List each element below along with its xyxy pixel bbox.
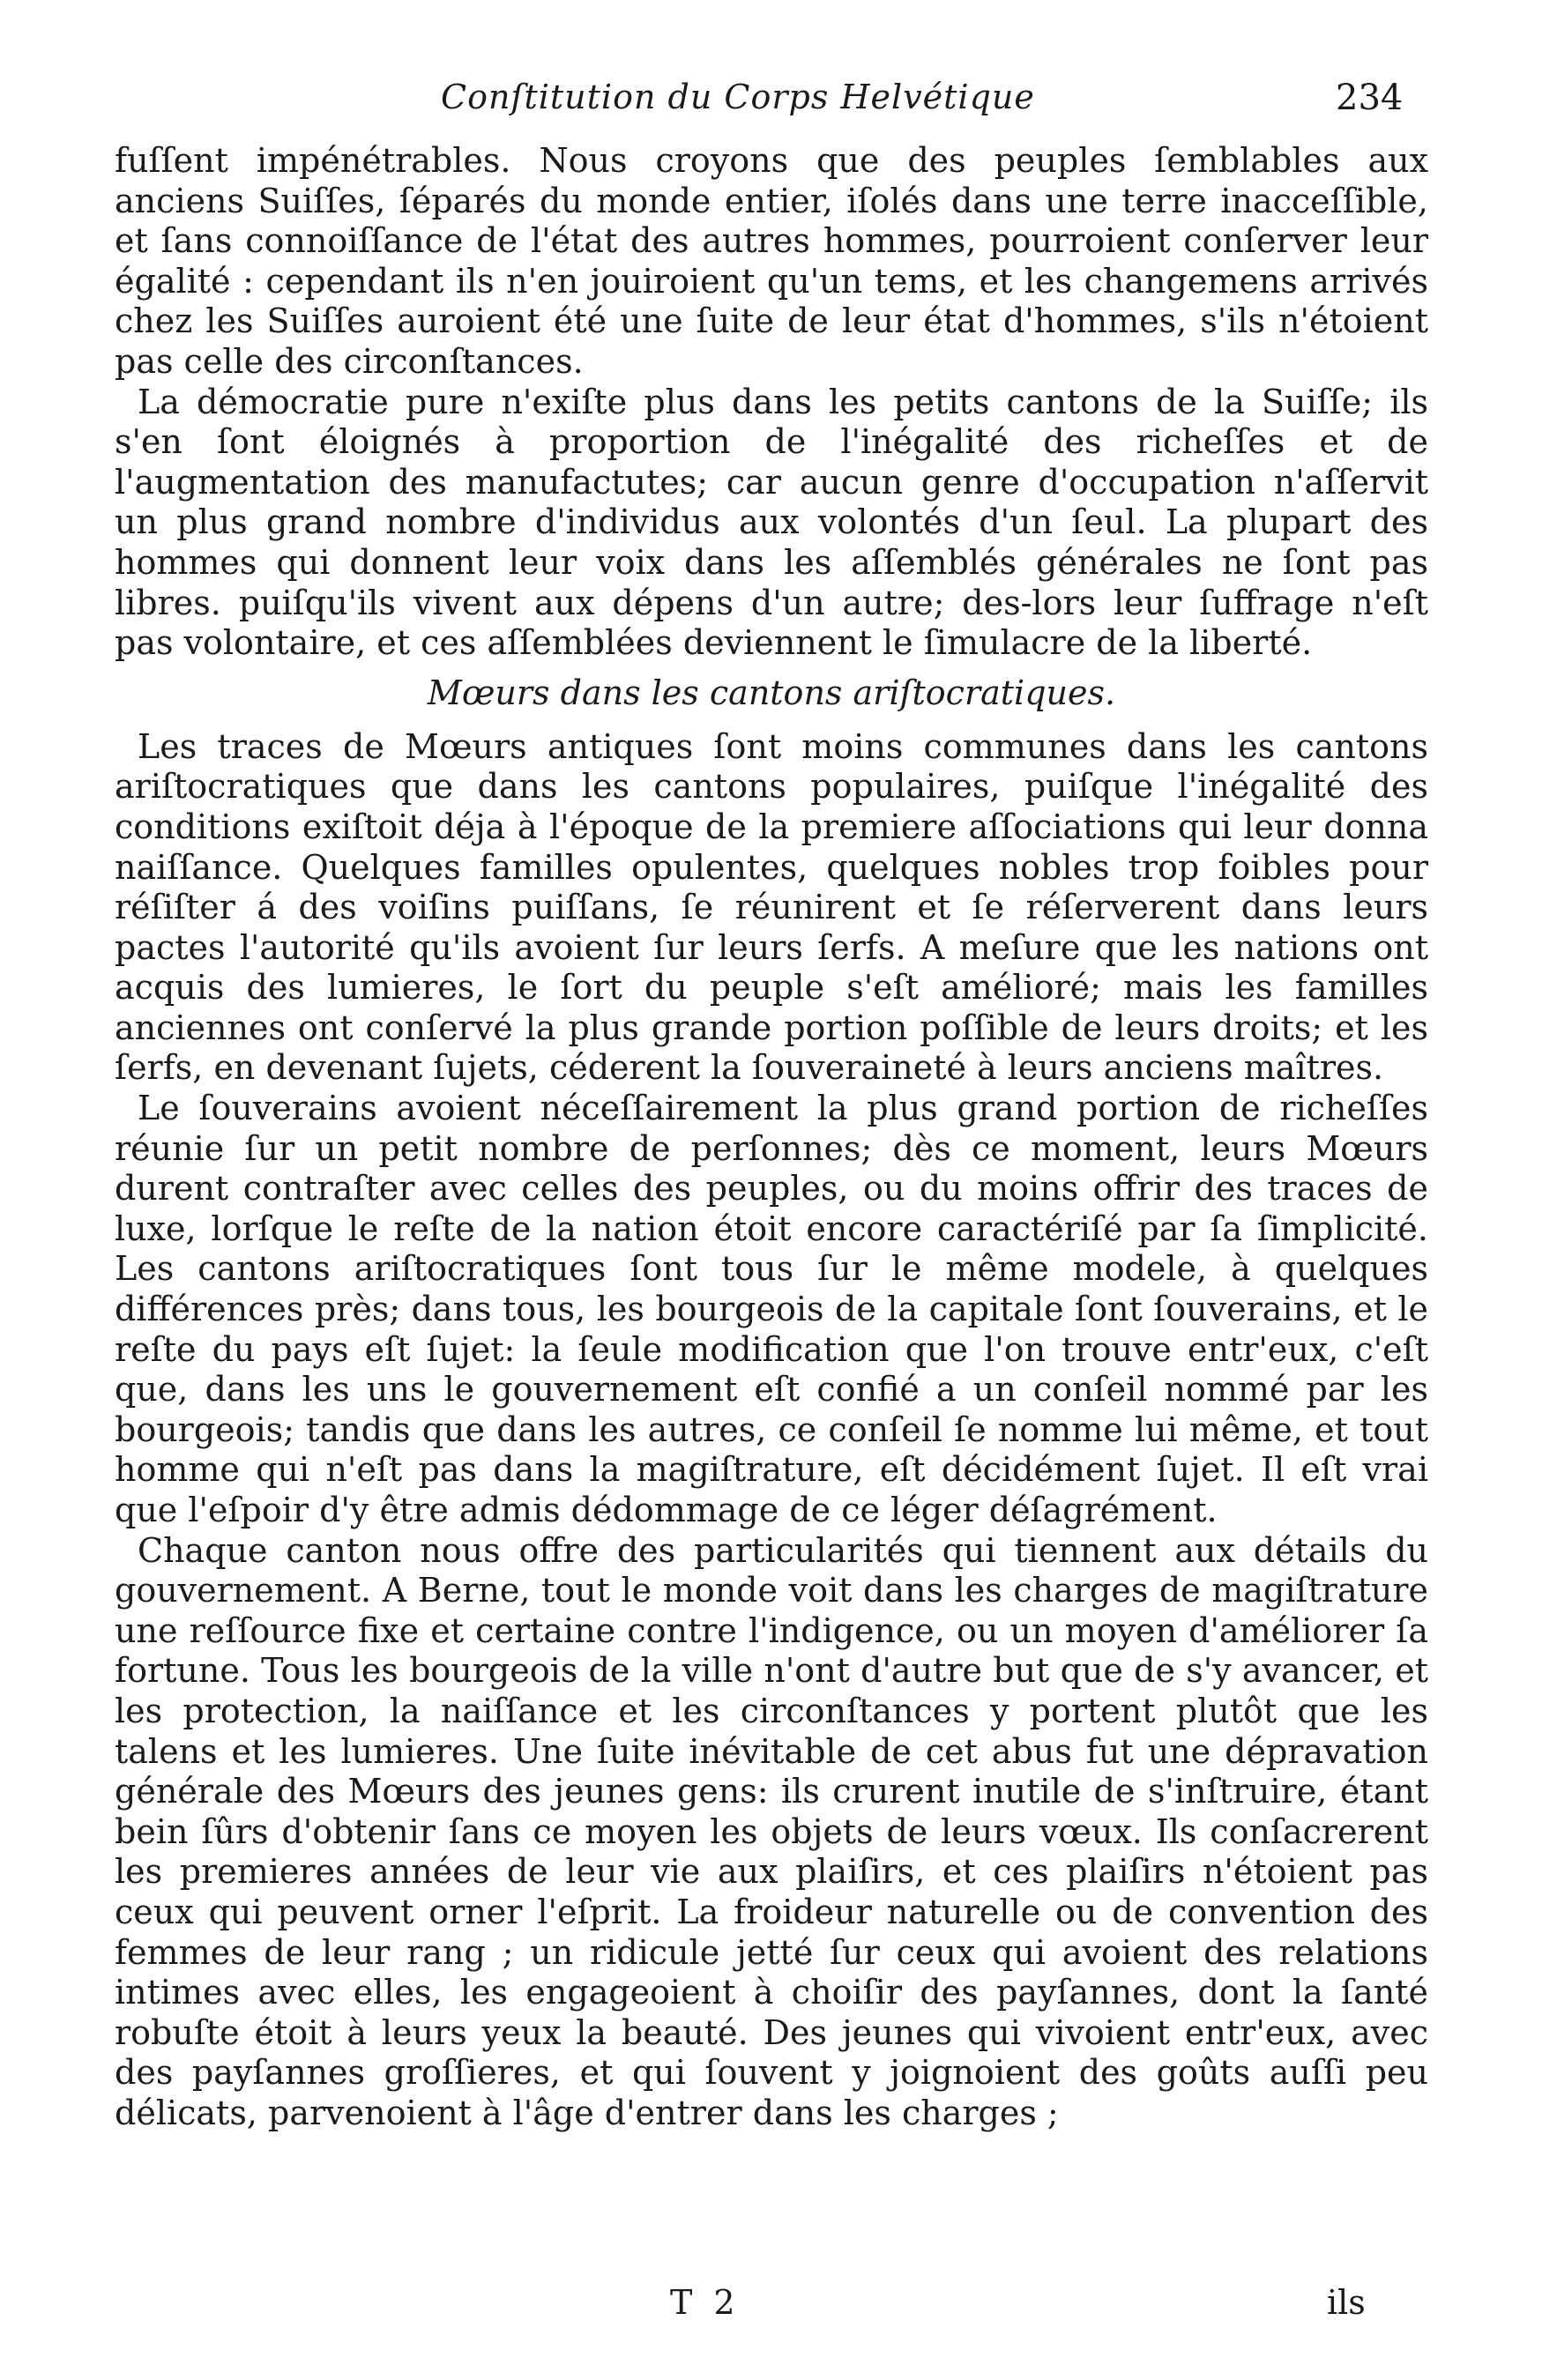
paragraph-berne: Chaque canton nous offre des particularités qui tiennent aux détails du gouvernement. A Berne, tout le monde voit dans les charges de magiſtrature une reſſource fixe et certaine contre l'indigence, ou un moyen d'améliorer ſa fortune. Tous les bourgeois de la ville n'ont d'autre but que de s'y avancer, et les protection, la naiſſance et les circonſtances y portent plutôt que les talens et les lumieres. Une ſuite inévitable de cet abus fut une dépravation générale des Mœurs des jeunes gens: ils crurent inutile de s'inſtruire, étant bein ſûrs d'obtenir ſans ce moyen les objets de leurs vœux. Ils conſacrerent les premieres années de leur vie aux plaiſirs, et ces plaiſirs n'étoient pas ceux qui peuvent orner l'eſprit. La froideur naturelle ou de convention des femmes de leur rang ; un ridicule jetté ſur ceux qui avoient des relations intimes avec elles, les engageoient à choiſir des payſannes, dont la ſanté robuſte étoit à leurs yeux la beauté. Des jeunes qui vivoient entr'eux, avec des payſannes groſſieres, et qui ſouvent y joignoient des goûts auſſi peu délicats, parvenoient à l'âge d'entrer dans les charges ; — [115, 1530, 1428, 2132]
paragraph-traces: Les traces de Mœurs antiques ſont moins communes dans les cantons ariſtocratiques que dans les cantons populaires, puiſque l'inégalité des conditions exiſtoit déja à l'époque de la premiere aſſociations qui leur donna naiſſance. Quelques familles opulentes, quelques nobles trop foibles pour réſiſter á des voiſins puiſſans, ſe réunirent et ſe réſerverent dans leurs pactes l'autorité qu'ils avoient ſur leurs ſerfs. A meſure que les nations ont acquis des lumieres, le ſort du peuple s'eſt amélioré; mais les familles anciennes ont conſervé la plus grande portion poſſible de leurs droits; et les ſerfs, en devenant ſujets, céderent la ſouveraineté à leurs anciens maîtres. — [115, 726, 1428, 1088]
signature-mark: T 2 — [670, 2283, 741, 2322]
running-title: Conſtitution du Corps Helvétique — [441, 78, 1035, 116]
catchword: ils — [1327, 2283, 1366, 2322]
paragraph-sovereigns: Le ſouverains avoient néceſſairement la plus grand portion de richeſſes réunie ſur un petit nombre de perſonnes; dès ce moment, leurs Mœurs durent contraſter avec celles des peuples, ou du moins offrir des traces de luxe, lorſque le reſte de la nation étoit encore caractériſé par ſa ſimplicité. Les cantons ariſtocratiques ſont tous ſur le même modele, à quelques différences près; dans tous, les bourgeois de la capitale ſont ſouverains, et le reſte du pays eſt ſujet: la ſeule modification que l'on trouve entr'eux, c'eſt que, dans les uns le gouvernement eſt confié a un conſeil nommé par les bourgeois; tandis que dans les autres, ce conſeil ſe nomme lui même, et tout homme qui n'eſt pas dans la magiſtrature, eſt décidément ſujet. Il eſt vrai que l'eſpoir d'y être admis dédommage de ce léger déſagrément. — [115, 1089, 1428, 1529]
paragraph-continuation: fuſſent impénétrables. Nous croyons que des peuples ſemblables aux anciens Suiſſes, ſéparés du monde entier, iſolés dans une terre inacceſſible, et ſans connoiſſance de l'état des autres hommes, pourroient conſerver leur égalité : cependant ils n'en jouiroient qu'un tems, et les changemens arrivés chez les Suiſſes auroient été une ſuite de leur état d'hommes, s'ils n'étoient pas celle des circonſtances. — [115, 141, 1428, 381]
page-footer — [0, 2283, 1542, 2336]
section-heading: Mœurs dans les cantons ariſtocratiques. — [427, 673, 1116, 712]
page-number: 234 — [1336, 78, 1404, 118]
page-header — [0, 78, 1542, 130]
paragraph-democracy: La démocratie pure n'exiſte plus dans les petits cantons de la Suiſſe; ils s'en ſont éloignés à proportion de l'inégalité des richeſſes et de l'augmentation des manufactutes; car aucun genre d'occupation n'aſſervit un plus grand nombre d'individus aux volontés d'un ſeul. La plupart des hommes qui donnent leur voix dans les aſſemblés générales ne ſont pas libres. puiſqu'ils vivent aux dépens d'un autre; des-lors leur ſuffrage n'eſt pas volontaire, et ces aſſemblées deviennent le ſimulacre de la liberté. — [115, 382, 1428, 663]
body-text — [115, 141, 1428, 2134]
